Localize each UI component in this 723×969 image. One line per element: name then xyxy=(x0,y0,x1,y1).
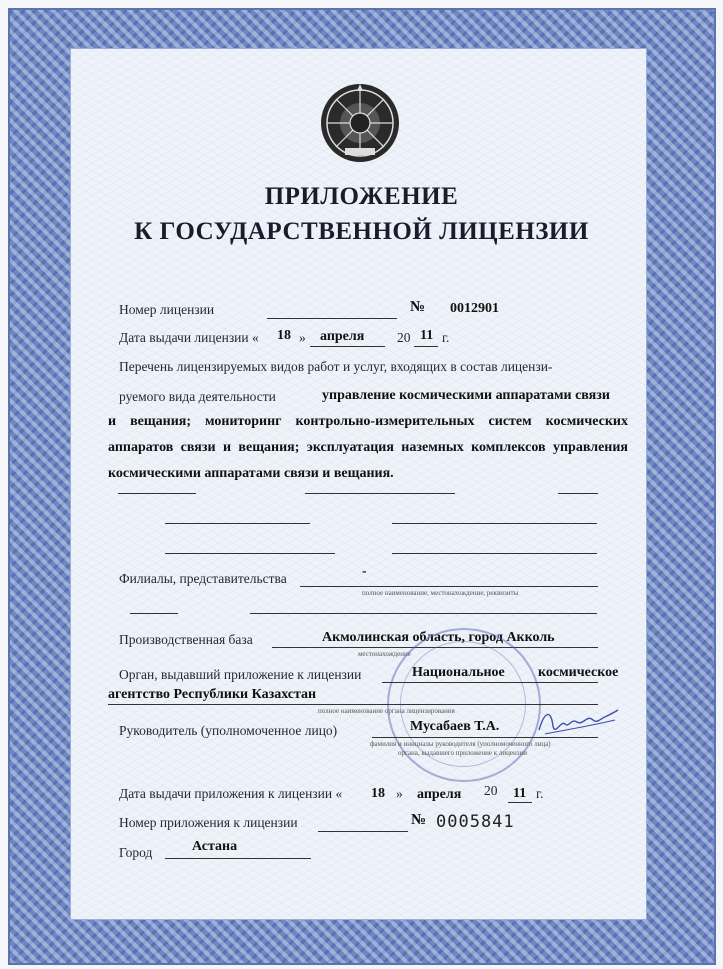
appendix-date-suffix: г. xyxy=(536,786,544,801)
issuer-value-part2: космическое xyxy=(538,665,619,680)
activities-intro-line1: Перечень лицензируемых видов работ и услуг, входящих в состав лицензи- xyxy=(119,359,553,374)
activities-text-line1: управление космическими аппаратами связи xyxy=(322,388,610,403)
ruled-line xyxy=(305,493,455,494)
underline xyxy=(318,831,408,832)
appendix-date-year: 11 xyxy=(513,786,527,801)
underline xyxy=(414,346,438,347)
underline xyxy=(267,318,397,319)
underline xyxy=(165,858,311,859)
state-emblem-icon xyxy=(319,82,401,164)
ruled-line xyxy=(250,613,597,614)
branches-label: Филиалы, представительства xyxy=(119,571,287,586)
head-name: Мусабаев Т.А. xyxy=(410,719,500,734)
activities-text-line2: и вещания; мониторинг контрольно-измерительных систем космических xyxy=(108,414,628,429)
city-value: Астана xyxy=(192,839,238,854)
production-value: Акмолинская область, город Акколь xyxy=(322,630,555,645)
production-caption: местонахождение xyxy=(358,650,411,658)
document-subtitle: К ГОСУДАРСТВЕННОЙ ЛИЦЕНЗИИ xyxy=(134,218,589,245)
branches-value: - xyxy=(362,563,367,578)
appendix-date-label: Дата выдачи приложения к лицензии « xyxy=(119,786,343,801)
branches-caption: полное наименование, местонахождение, реквизиты xyxy=(362,589,519,597)
signature-icon xyxy=(535,700,620,745)
ruled-line xyxy=(130,613,178,614)
license-date-label: Дата выдачи лицензии « xyxy=(119,330,259,345)
underline xyxy=(508,802,532,803)
appendix-date-close: » xyxy=(396,786,403,801)
head-label: Руководитель (уполномоченное лицо) xyxy=(119,723,338,738)
underline xyxy=(108,704,598,705)
license-date-century: 20 xyxy=(397,330,411,345)
license-number-sign: № xyxy=(410,299,426,315)
issuer-label: Орган, выдавший приложение к лицензии xyxy=(119,667,362,682)
head-caption-line2: органа, выдавшего приложение к лицензии xyxy=(398,749,528,757)
issuer-value-line2: агентство Республики Казахстан xyxy=(108,687,317,702)
appendix-date-month: апреля xyxy=(417,787,462,802)
underline xyxy=(382,682,598,683)
activities-text-line3: аппаратов связи и вещания; эксплуатация наземных комплексов управления xyxy=(108,440,628,455)
ruled-line xyxy=(165,523,310,524)
license-date-suffix: г. xyxy=(442,330,450,345)
head-caption-line1: фамилия и инициалы руководителя (уполномоченного лица) xyxy=(370,740,551,748)
appendix-date-day: 18 xyxy=(371,786,385,801)
license-date-close: » xyxy=(299,330,306,345)
activities-intro-line2: руемого вида деятельности xyxy=(119,389,276,404)
license-date-month: апреля xyxy=(320,329,365,344)
license-date-day: 18 xyxy=(277,328,291,343)
activities-text-line4: космическими аппаратами связи и вещания. xyxy=(108,466,394,481)
ruled-line xyxy=(558,493,598,494)
city-label: Город xyxy=(119,845,153,860)
ruled-line xyxy=(392,523,597,524)
license-number-value: 0012901 xyxy=(450,301,499,316)
ruled-line xyxy=(392,553,597,554)
appendix-number-value: 0005841 xyxy=(436,812,515,832)
appendix-number-label: Номер приложения к лицензии xyxy=(119,815,298,830)
document-title: ПРИЛОЖЕНИЕ xyxy=(264,183,459,210)
ruled-line xyxy=(165,553,335,554)
license-number-label: Номер лицензии xyxy=(119,302,215,317)
ruled-line xyxy=(118,493,196,494)
appendix-date-century: 20 xyxy=(484,783,498,798)
underline xyxy=(310,346,385,347)
license-date-year: 11 xyxy=(420,328,434,343)
issuer-caption: полное наименование органа лицензирования xyxy=(318,707,455,715)
issuer-value-part1: Национальное xyxy=(412,665,505,680)
production-label: Производственная база xyxy=(119,632,253,647)
appendix-number-sign: № xyxy=(411,812,427,828)
underline xyxy=(300,586,598,587)
